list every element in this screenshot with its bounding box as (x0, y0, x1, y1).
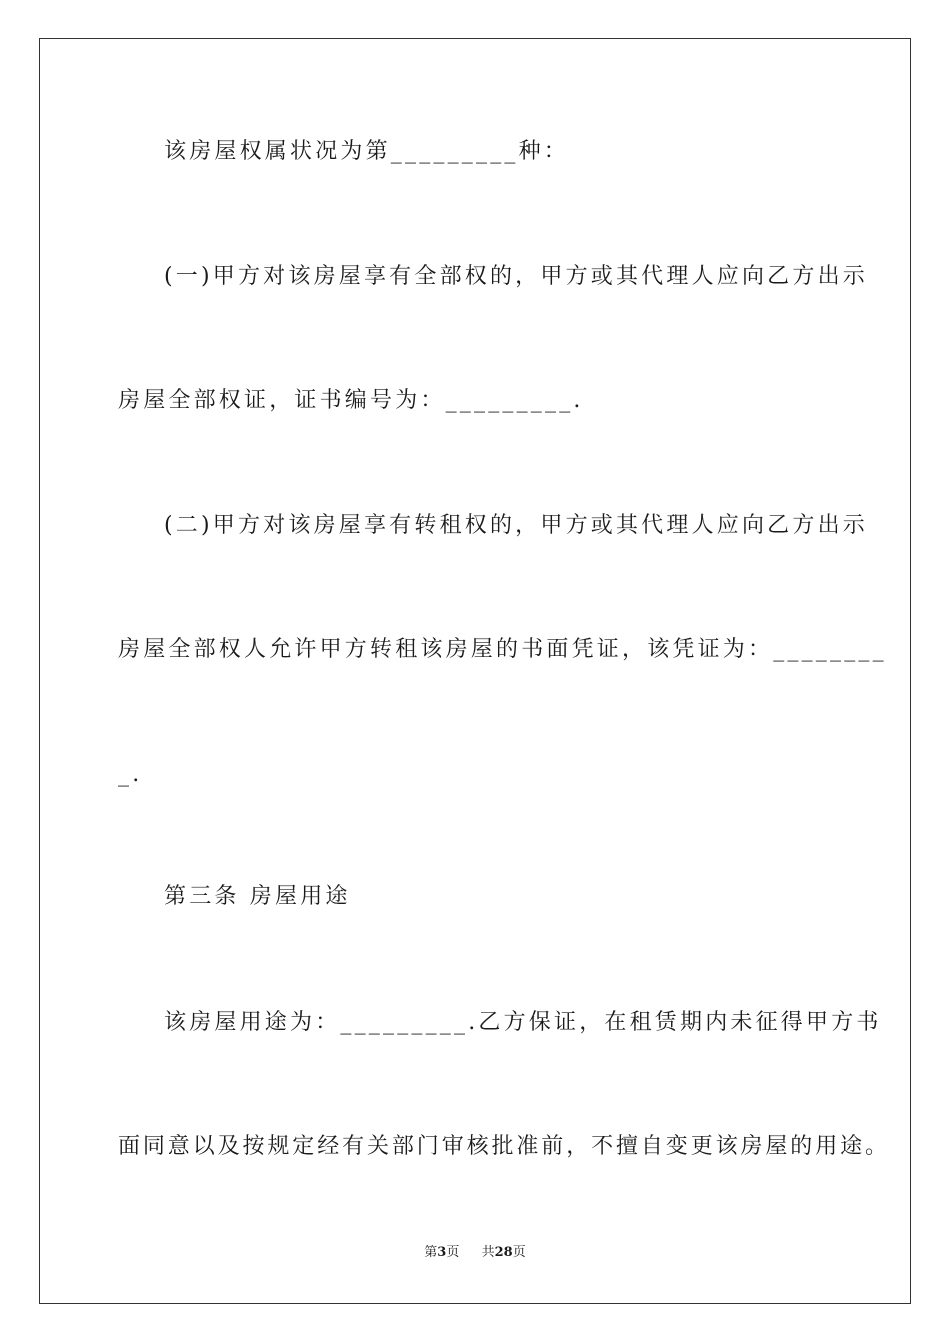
page-border (39, 38, 911, 1304)
footer-total-prefix: 共 (481, 1245, 495, 1260)
paragraph-full-ownership-cont: 房屋全部权证，证书编号为：_________. (118, 388, 584, 413)
paragraph-sublease-right-cont: 房屋全部权人允许甲方转租该房屋的书面凭证，该凭证为：________ (118, 637, 887, 662)
footer-current-page: 3 (437, 1245, 447, 1260)
paragraph-house-usage: 该房屋用途为：_________.乙方保证，在租赁期内未征得甲方书 (164, 1010, 882, 1035)
paragraph-sublease-right: (二)甲方对该房屋享有转租权的，甲方或其代理人应向乙方出示 (164, 513, 868, 538)
footer-page-suffix: 页 (446, 1245, 460, 1260)
footer-total-suffix: 页 (512, 1245, 526, 1260)
page-footer (0, 1243, 950, 1263)
paragraph-full-ownership: (一)甲方对该房屋享有全部权的，甲方或其代理人应向乙方出示 (164, 264, 868, 289)
footer-total-pages: 28 (494, 1245, 513, 1260)
paragraph-house-usage-cont: 面同意以及按规定经有关部门审核批准前，不擅自变更该房屋的用途。 (118, 1134, 890, 1159)
section-heading-article-3: 第三条 房屋用途 (164, 884, 351, 909)
paragraph-sublease-right-end: _. (118, 762, 143, 787)
paragraph-ownership-type: 该房屋权属状况为第_________种： (164, 139, 570, 164)
footer-page-prefix: 第 (424, 1245, 438, 1260)
